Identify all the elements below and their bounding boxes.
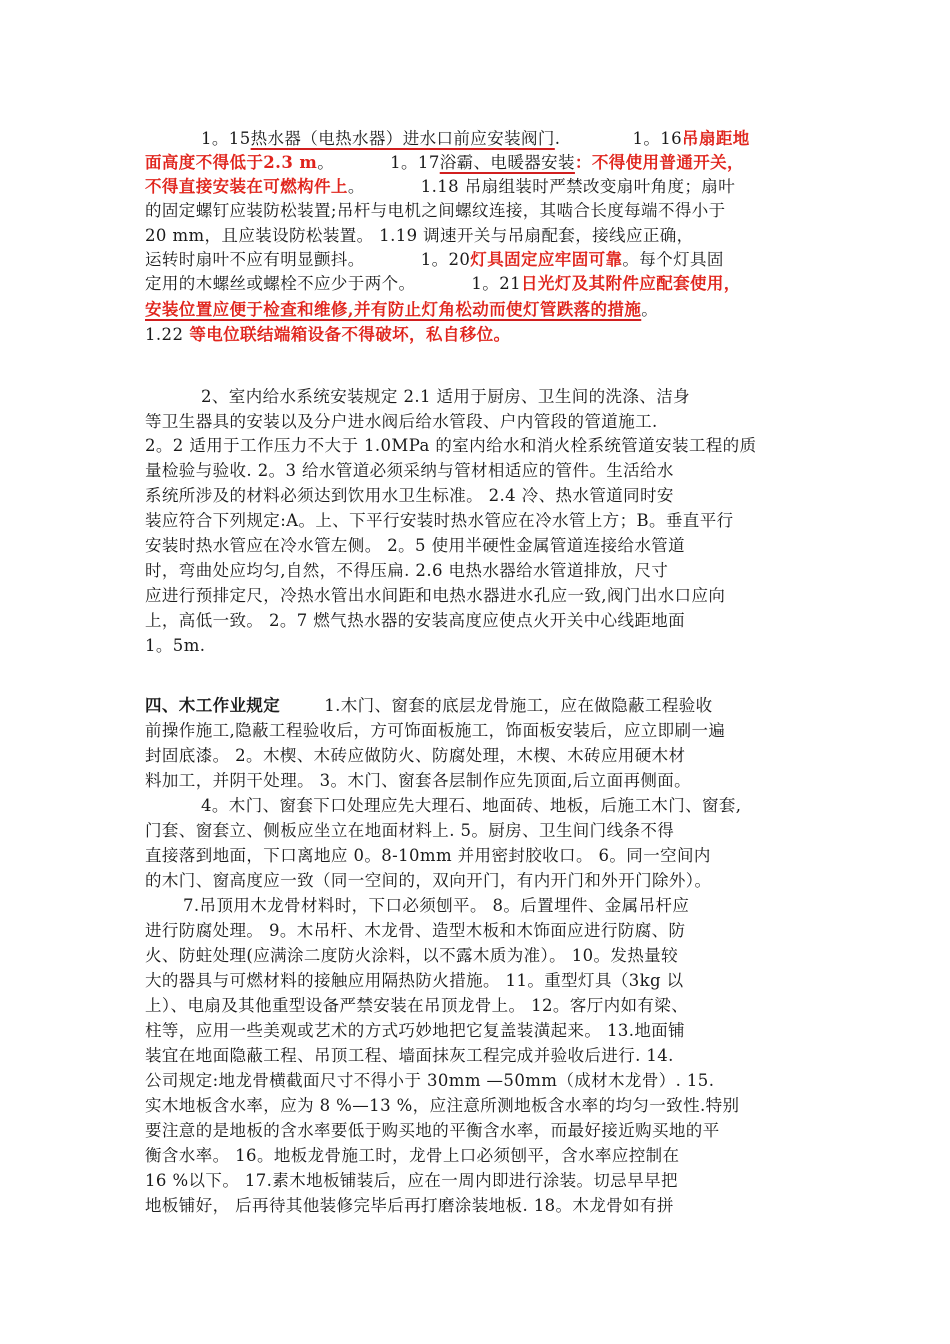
text: 定用的木螺丝或螺栓不应少于两个。 [145, 274, 416, 293]
item-number: 1。20 [420, 250, 471, 269]
para3-line2: 前操作施工,隐蔽工程验收后，方可饰面板施工，饰面板安装后，应立即刷一遍 [145, 721, 726, 740]
underlined-text: 热水器（电热水器）进水口前应安装阀门 [250, 129, 555, 148]
text: 。 [347, 177, 365, 196]
para3-line6: 门套、窗套立、侧板应坐立在地面材料上. 5。厨房、卫生间门线条不得 [145, 821, 675, 840]
para3-line16: 公司规定:地龙骨横截面尺寸不得小于 30mm —50mm（成材木龙骨）. 15. [145, 1071, 715, 1090]
para2-line2: 等卫生器具的安装以及分户进水阀后给水管段、户内管段的管道施工. [145, 412, 658, 431]
para3-line20: 16 %以下。 17.素木地板铺装后，应在一周内即进行涂装。切忌早早把 [145, 1171, 678, 1190]
item-number: 1。21 [471, 274, 521, 293]
highlight-text: ：不得使用普通开关， [574, 153, 744, 172]
text: 。 [317, 153, 335, 172]
text: 运转时扇叶不应有明显颤抖。 [145, 250, 365, 269]
highlight-text: 日光灯及其附件应配套使用， [521, 274, 741, 293]
para3-line14: 柱等，应用一些美观或艺术的方式巧妙地把它复盖装潢起来。 13.地面铺 [145, 1021, 686, 1040]
para2-line10: 上，高低一致。 2。7 燃气热水器的安装高度应使点火开关中心线距地面 [145, 611, 686, 630]
para3-line17: 实木地板含水率，应为 8 %—13 %，应注意所测地板含水率的均匀一致性.特别 [145, 1096, 740, 1115]
para2-line6: 装应符合下列规定:A。上、下平行安装时热水管应在冷水管上方；B。垂直平行 [145, 511, 734, 530]
para3-line10: 进行防腐处理。 9。木吊杆、木龙骨、造型木板和木饰面应进行防腐、防 [145, 921, 686, 940]
underlined-text: 浴霸、电暖器安装 [439, 153, 575, 172]
para1-line8 [145, 298, 658, 322]
text: 1.木门、窗套的底层龙骨施工，应在做隐蔽工程验收 [324, 696, 713, 715]
highlight-text: 面高度不得低于2.3 m [145, 153, 318, 172]
para3-line4: 料加工，并阴干处理。 3。木门、窗套各层制作应先顶面,后立面再侧面。 [145, 771, 692, 790]
para3-line12: 大的器具与可燃材料的接触应用隔热防火措施。 11。重型灯具（3kg 以 [145, 971, 684, 990]
para1-line4: 的固定螺钉应装防松装置;吊杆与电机之间螺纹连接，其啮合长度每端不得小于 [145, 201, 726, 220]
para2-line4: 量检验与验收. 2。3 给水管道必须采纳与管材相适应的管件。生活给水 [145, 461, 674, 480]
para3-line5 [145, 794, 741, 818]
item-number: 1。16 [632, 129, 683, 148]
para3-line13: 上）、电扇及其他重型设备严禁安装在吊顶龙骨上。 12。客厅内如有梁、 [145, 996, 689, 1015]
para1-line1 [145, 127, 750, 151]
para3-line1 [145, 694, 713, 718]
text: 2、室内给水系统安装规定 2.1 适用于厨房、卫生间的洗涤、洁身 [201, 387, 691, 406]
para2-line9: 应进行预排定尺，冷热水管出水间距和电热水器进水孔应一致,阀门出水口应向 [145, 586, 726, 605]
text: 。 [641, 300, 659, 319]
para3-line11: 火、防蛀处理(应满涂二度防火涂料，以不露木质为准）。 10。发热量较 [145, 946, 679, 965]
para1-line3 [145, 175, 735, 199]
para1-line7 [145, 272, 741, 296]
text: 7.吊顶用木龙骨材料时，下口必须刨平。 8。后置埋件、金属吊杆应 [183, 896, 690, 915]
underlined-text: 安装位置应便于检查和维修,并有防止灯角松动而使灯管跌落的措施 [145, 300, 642, 319]
text: . [554, 129, 561, 148]
para2-line8: 时，弯曲处应均匀,自然，不得压扁. 2.6 电热水器给水管道排放，尺寸 [145, 561, 669, 580]
para2-line1 [145, 385, 690, 409]
para3-line3: 封固底漆。 2。木楔、木砖应做防火、防腐处理，木楔、木砖应用硬木材 [145, 746, 686, 765]
para1-line6 [145, 248, 724, 272]
highlight-text: 吊扇距地 [682, 129, 750, 148]
section-heading: 四、木工作业规定 [145, 696, 281, 715]
text: 1.18 吊扇组装时严禁改变扇叶角度；扇叶 [420, 177, 736, 196]
para2-line5: 系统所涉及的材料必须达到饮用水卫生标准。 2.4 冷、热水管道同时安 [145, 486, 674, 505]
text: 。每个灯具固 [622, 250, 724, 269]
para2-line11: 1。5m. [145, 636, 206, 655]
para3-line18: 要注意的是地板的含水率要低于购买地的平衡含水率，而最好接近购买地的平 [145, 1121, 720, 1140]
para3-line8: 的木门、窗高度应一致（同一空间的，双向开门，有内开门和外开门除外）。 [145, 871, 712, 890]
para3-line9 [145, 894, 689, 918]
text: 4。木门、窗套下口处理应先大理石、地面砖、地板，后施工木门、窗套, [201, 796, 742, 815]
item-number: 1.22 [145, 325, 184, 344]
para1-line2 [145, 151, 744, 175]
para2-line3: 2。2 适用于工作压力不大于 1.0MPa 的室内给水和消火栓系统管道安装工程的质 [145, 436, 757, 455]
item-number: 1。17 [390, 153, 440, 172]
para2-line7: 安装时热水管应在冷水管左侧。 2。5 使用半硬性金属管道连接给水管道 [145, 536, 686, 555]
item-number: 1。15 [201, 129, 251, 148]
para3-line7: 直接落到地面，下口离地应 0。8-10mm 并用密封胶收口。 6。同一空间内 [145, 846, 711, 865]
para3-line19: 衡含水率。 16。地板龙骨施工时，龙骨上口必须刨平，含水率应控制在 [145, 1146, 680, 1165]
highlight-text: 灯具固定应牢固可靠 [470, 250, 623, 269]
highlight-text: 不得直接安装在可燃构件上 [145, 177, 348, 196]
para3-line15: 装宜在地面隐蔽工程、吊顶工程、墙面抹灰工程完成并验收后进行. 14. [145, 1046, 674, 1065]
para3-line21: 地板铺好， 后再待其他装修完毕后再打磨涂装地板. 18。木龙骨如有拼 [145, 1196, 674, 1215]
para1-line5: 20 mm，且应装设防松装置。 1.19 调速开关与吊扇配套，接线应正确， [145, 226, 694, 245]
highlight-text: 等电位联结端箱设备不得破坏，私自移位。 [189, 325, 511, 344]
para1-line9 [145, 323, 510, 347]
